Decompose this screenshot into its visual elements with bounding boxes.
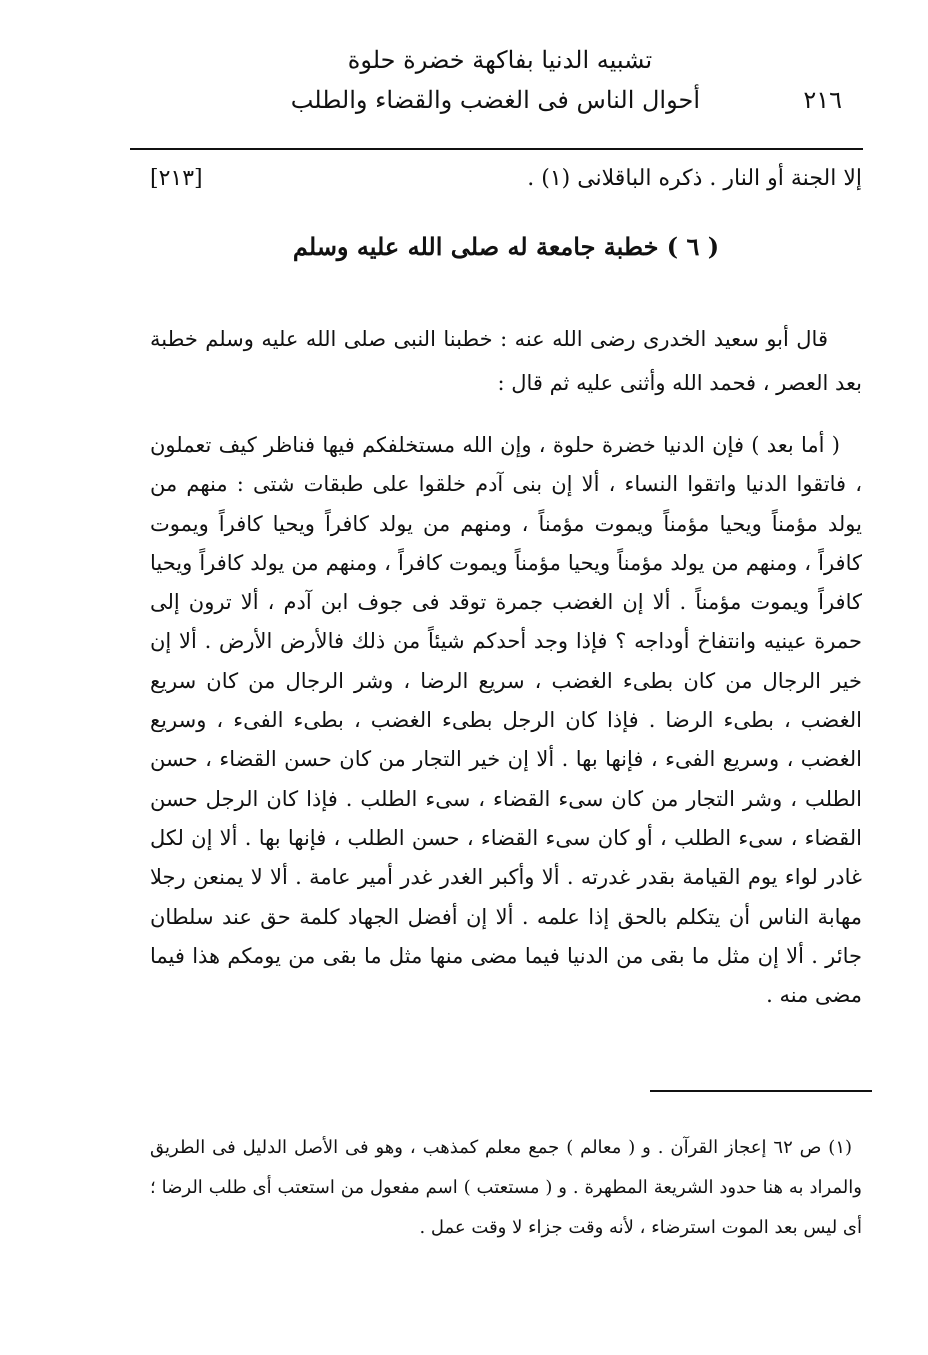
section-heading: ( ٦ ) خطبة جامعة له صلى الله عليه وسلم [292, 232, 720, 261]
header-title: تشبيه الدنيا بفاكهة خضرة حلوة [347, 46, 653, 74]
running-title: أحوال الناس فى الغضب والقضاء والطلب [290, 86, 700, 114]
footnote-rule [650, 1090, 872, 1092]
header-line [150, 86, 850, 126]
reference-number: [٢١٣] [150, 166, 203, 191]
page-number: ٢١٦ [803, 86, 842, 114]
continuation-text: إلا الجنة أو النار . ذكره الباقلانى (١) . [527, 166, 862, 191]
footnote: (١) ص ٦٢ إعجاز القرآن . و ( معالم ) جمع معلم كمذهب ، وهو فى الأصل الدليل فى الطريق والمراد به هنا حدود الشريعة المطهرة . و ( مستعتب ) اسم مفعول من استعتب أى طلب الرضا ؛ أى ليس بعد الموت استرضاء ، لأنه وقت جزاء لا وقت عمل . [150, 1137, 862, 1238]
intro-paragraph: قال أبو سعيد الخدرى رضى الله عنه : خطبنا النبى صلى الله عليه وسلم خطبة بعد العصر ، فحمد الله وأثنى عليه ثم قال : [150, 327, 862, 395]
continuation-line [150, 166, 862, 206]
sermon-paragraph: ( أما بعد ) فإن الدنيا خضرة حلوة ، وإن الله مستخلفكم فيها فناظر كيف تعملون ، فاتقوا الدنيا واتقوا النساء ، ألا إن بنى آدم خلقوا على طبقات شتى : منهم من يولد مؤمناً ويحيا مؤمناً ويموت مؤمناً ، ومنهم من يولد كافراً ويحيا كافراً ويموت كافراً ، ومنهم من يولد مؤمناً ويحيا مؤمناً ويموت كافراً ، ومنهم من يولد كافراً ويحيا كافراً ويموت مؤمناً . ألا إن الغضب جمرة توقد فى جوف ابن آدم ، ألا ترون إلى حمرة عينيه وانتفاخ أوداجه ؟ فإذا وجد أحدكم شيئاً من ذلك فالأرض الأرض . ألا إن خير الرجال من كان بطىء الغضب ، سريع الرضا ، وشر الرجال من كان سريع الغضب ، بطىء الرضا . فإذا كان الرجل بطىء الغضب ، بطىء الفىء ، وسريع الغضب ، وسريع الفىء ، فإنها بها . ألا إن خير التجار من كان حسن القضاء ، حسن الطلب ، وشر التجار من كان سىء القضاء ، سىء الطلب . فإذا كان الرجل حسن القضاء ، سىء الطلب ، أو كان سىء القضاء ، حسن الطلب ، فإنها بها . ألا إن لكل غادر لواء يوم القيامة بقدر غدرته . ألا وأكبر الغدر غدر أمير عامة . ألا لا يمنعن رجلا مهابة الناس أن يتكلم بالحق إذا علمه . ألا إن أفضل الجهاد كلمة حق عند سلطان جائر . ألا إن مثل ما بقى من الدنيا فيما مضى منها مثل ما بقى من يومكم هذا فيما مضى منه . [150, 433, 862, 1008]
header-rule [130, 148, 863, 150]
